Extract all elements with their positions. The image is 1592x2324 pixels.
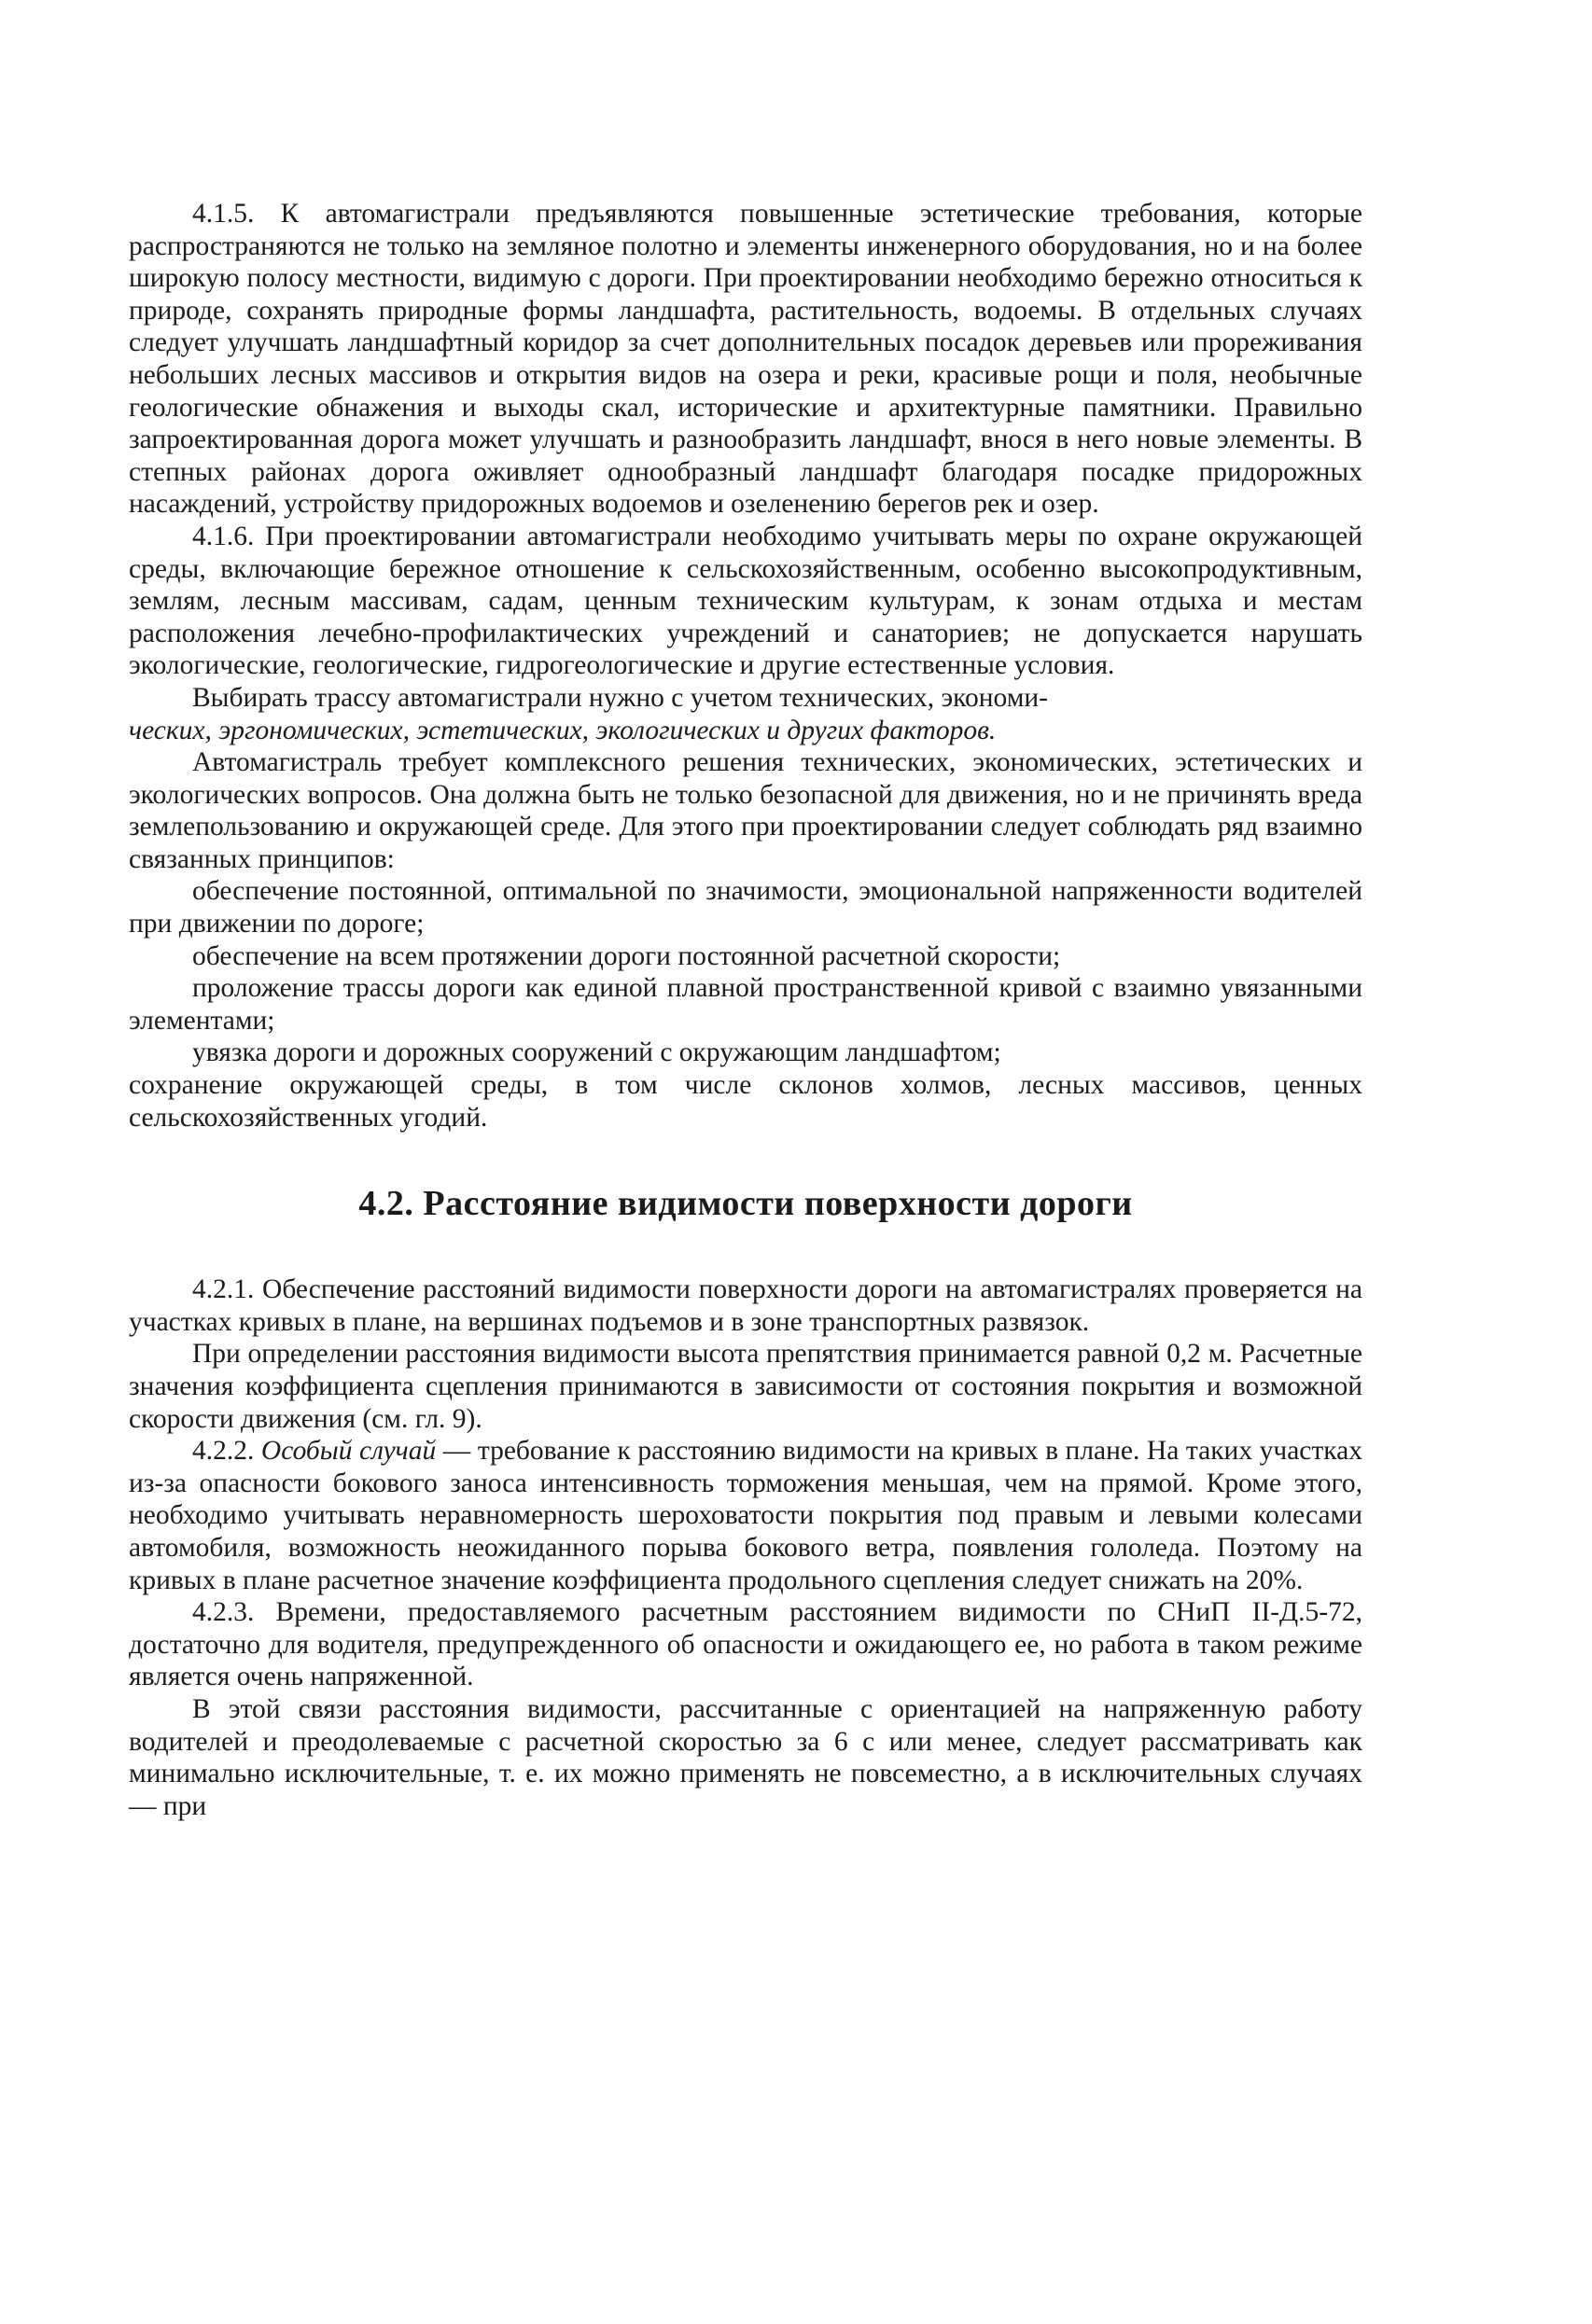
clause-text: — требование к расстоянию видимости на кривых в плане. На таких участках из-за опасности бокового заноса интенсивность торможения меньшая, чем на прямой. Кроме этого, необходимо учитывать неравномерность шероховатости покрытия под правым и левыми колесами автомобиля, возможность неожиданного порыва бокового ветра, появления гололеда. Поэтому на кривых в плане расчетное значение коэффициента продольного сцепления следует снижать на 20%. [129,1436,1362,1595]
paragraph-4-1-5: 4.1.5. К автомагистрали предъявляются повышенные эстетические требования, которые распространяются не только на земляное полотно и элементы инженерного оборудования, но и на более широкую полосу местности, видимую с дороги. При проектировании необходимо бережно относиться к природе, сохранять природные формы ландшафта, растительность, водоемы. В отдельных случаях следует улучшать ландшафтный коридор за счет дополнительных посадок деревьев или прореживания небольших лесных массивов и открытия видов на озера и реки, красивые рощи и поля, необычные геологические обнажения и выходы скал, исторические и архитектурные памятники. Правильно запроектированная дорога может улучшать и разнообразить ландшафт, внося в него новые элементы. В степных районах дорога оживляет однообразный ландшафт благодаря посадке придорожных насаждений, устройству придорожных водоемов и озеленению берегов рек и озер. [129,199,1362,520]
special-case-term: Особый случай [260,1436,437,1467]
paragraph-4-2-2 [129,1435,1362,1596]
section-heading-4-2: 4.2. Расстояние видимости поверхности дороги [358,1184,1133,1224]
paragraph-route-choice [129,682,1362,746]
paragraph-4-1-6: 4.1.6. При проектировании автомагистрали необходимо учитывать меры по охране окружающей среды, включающие бережное отношение к сельскохозяйственным, особенно высокопродуктивным, землям, лесным массивам, садам, ценным техническим культурам, к зонам отдыха и местам расположения лечебно-профилактических учреждений и санаториев; не допускается нарушать экологические, геологические, гидрогеологические и другие естественные условия. [129,521,1362,681]
route-choice-line-1: Выбирать трассу автомагистрали нужно с учетом технических, экономи- [192,682,1048,713]
principle-item: обеспечение на всем протяжении дороги постоянной расчетной скорости; [192,940,1061,971]
paragraph-visibility-distances: В этой связи расстояния видимости, рассчитанные с ориентацией на напряженную работу водителей и преодолеваемые с расчетной скоростью за 6 с или менее, следует рассматривать как минимально исключительные, т. е. их можно применять не повсеместно, а в исключительных случаях — при [129,1693,1362,1821]
paragraph-environment-preservation: сохранение окружающей среды, в том числе склонов холмов, лесных массивов, ценных сельскохозяйственных угодий. [129,1070,1362,1133]
paragraph-4-2-3: 4.2.3. Времени, предоставляемого расчетным расстоянием видимости по СНиП II-Д.5-72, достаточно для водителя, предупрежденного об опасности и ожидающего ее, но работа в таком режиме является очень напряженной. [129,1597,1362,1692]
paragraph-complex-solution: Автомагистраль требует комплексного решения технических, экономических, эстетических и экологических вопросов. Она должна быть не только безопасной для движения, но и не причинять вреда землепользованию и окружающей среде. Для этого при проектировании следует соблюдать ряд взаимно связанных принципов: [129,747,1362,874]
paragraph-4-2-1: 4.2.1. Обеспечение расстояний видимости поверхности дороги на автомагистралях проверяется на участках кривых в плане, на вершинах подъемов и в зоне транспортных развязок. [129,1274,1362,1337]
route-choice-line-2: ческих, эргономических, эстетических, экологических и других факторов. [129,715,997,745]
principles-list [129,875,1362,1069]
principle-item: проложение трассы дороги как единой плавной пространственной кривой с взаимно увязанными элементами; [129,973,1362,1036]
document-page [129,198,1362,1822]
paragraph-obstacle-height: При определении расстояния видимости высота препятствия принимается равной 0,2 м. Расчетные значения коэффициента сцепления принимаются в зависимости от состояния покрытия и возможной скорости движения (см. гл. 9). [129,1339,1362,1434]
principle-item: увязка дороги и дорожных сооружений с окружающим ландшафтом; [192,1037,1001,1068]
clause-number: 4.2.2. [192,1436,255,1467]
principle-item: обеспечение постоянной, оптимальной по значимости, эмоциональной напряженности водителей при движении по дороге; [129,876,1362,939]
